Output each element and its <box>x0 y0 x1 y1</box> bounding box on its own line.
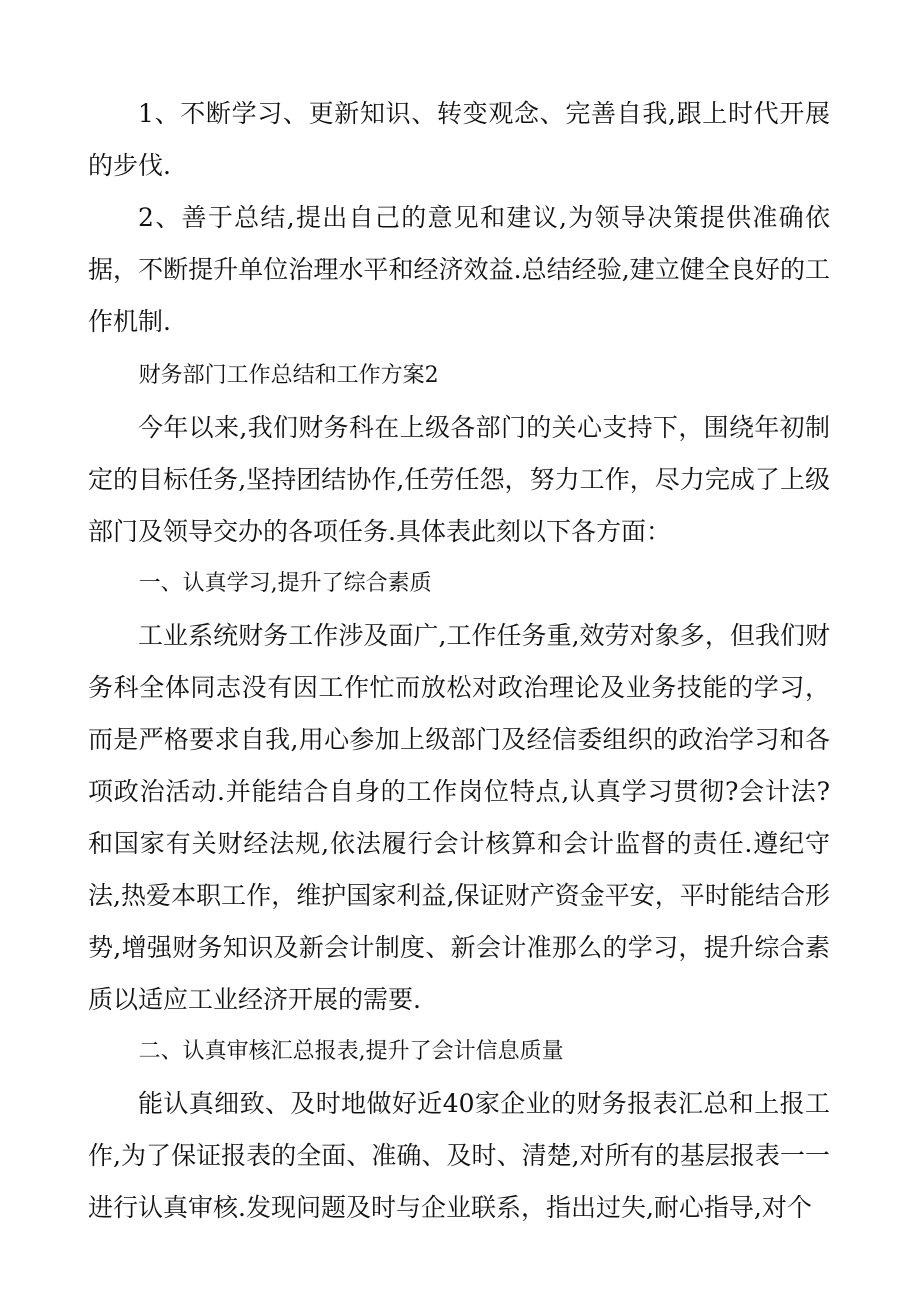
section-body-2: 能认真细致、及时地做好近40家企业的财务报表汇总和上报工作,为了保证报表的全面、准确、及时、清楚,对所有的基层报表一一进行认真审核.发现问题及时与企业联系，指出过失,耐心指导,对个 <box>88 1089 830 1222</box>
paragraph-item-2: 2、善于总结,提出自己的意见和建议,为领导决策提供准确依据，不断提升单位治理水平和经济效益.总结经验,建立健全良好的工作机制. <box>88 203 830 336</box>
paragraph-item-1: 1、不断学习、更新知识、转变观念、完善自我,跟上时代开展的步伐. <box>88 99 830 180</box>
section-heading-1: 一、认真学习,提升了综合素质 <box>138 571 432 596</box>
section-title: 财务部门工作总结和工作方案2 <box>138 363 439 388</box>
section-heading-2: 二、认真审核汇总报表,提升了会计信息质量 <box>138 1039 564 1064</box>
section-body-1: 工业系统财务工作涉及面广,工作任务重,效劳对象多，但我们财务科全体同志没有因工作忙而放松对政治理论及业务技能的学习，而是严格要求自我,用心参加上级部门及经信委组织的政治学习和各项政治活动.并能结合自身的工作岗位特点,认真学习贯彻?会计法?和国家有关财经法规,依法履行会计核算和会计监督的责任.遵纪守法,热爱本职工作，维护国家利益,保证财产资金平安，平时能结合形势,增强财务知识及新会计制度、新会计准那么的学习，提升综合素质以适应工业经济开展的需要. <box>88 621 830 1014</box>
intro-paragraph: 今年以来,我们财务科在上级各部门的关心支持下，围绕年初制定的目标任务,坚持团结协作,任劳任怨，努力工作，尽力完成了上级部门及领导交办的各项任务.具体表此刻以下各方面： <box>88 413 830 546</box>
document-body <box>88 88 830 1234</box>
